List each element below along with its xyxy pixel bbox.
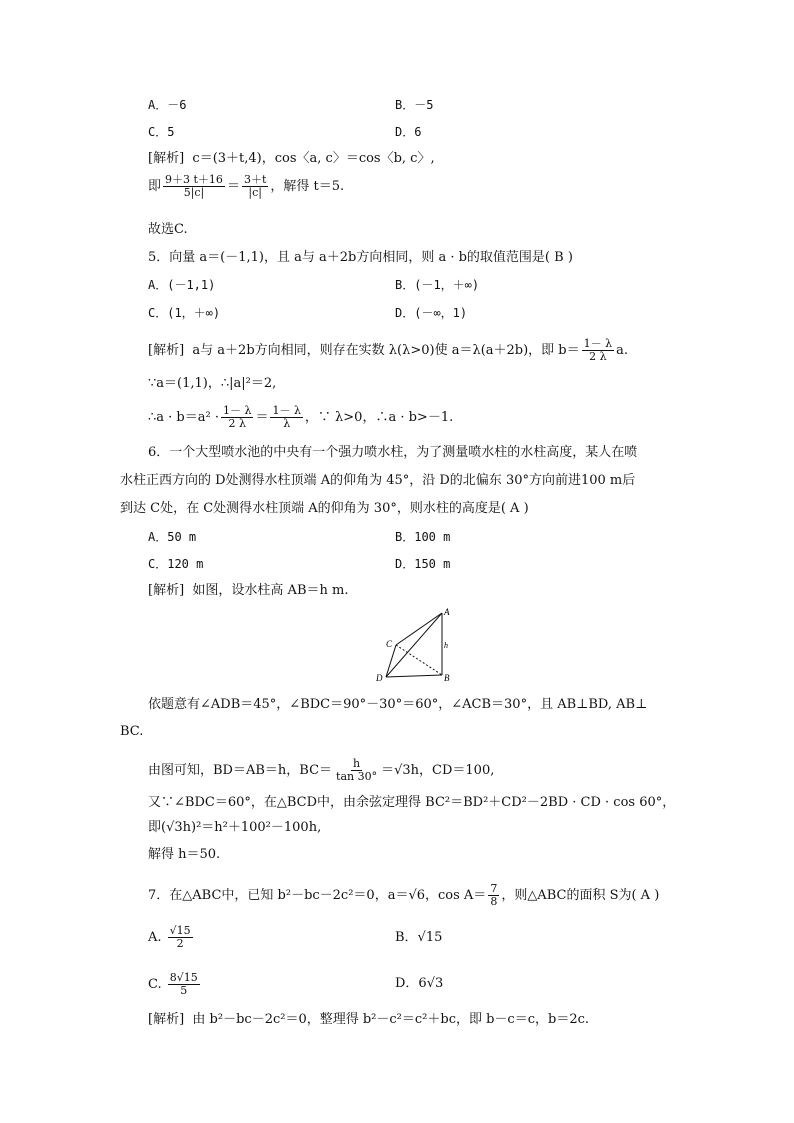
analysis-tag: [解析] — [148, 343, 185, 358]
q4-option-c: C．5 — [148, 125, 175, 139]
option-label: C. — [148, 977, 162, 992]
edge-da — [386, 613, 442, 677]
fraction-denominator: 2 λ — [228, 417, 246, 430]
q5-line3-suffix: ，∵ λ>0，∴a · b>－1. — [304, 410, 454, 425]
fraction-denominator: λ — [283, 417, 291, 430]
fraction-numerator: 1－ λ — [583, 337, 613, 350]
fraction-numerator: 3＋t — [243, 173, 267, 186]
q5-fraction — [582, 338, 614, 363]
analysis-tag: [解析] — [148, 1012, 185, 1027]
q6-analysis-line1 — [148, 583, 348, 599]
q7-option-a — [148, 925, 195, 950]
fraction-numerator: 9＋3 t＋16 — [165, 173, 223, 186]
analysis-tag: [解析] — [148, 583, 185, 598]
equals-sign: ＝ — [226, 179, 240, 194]
q5-option-b: B．(－1，＋∞) — [395, 278, 480, 292]
fraction-numerator: h — [353, 757, 361, 770]
q5-option-d: D．(－∞，1) — [395, 306, 468, 320]
q5-analysis-line2: ∵a＝(1,1)，∴|a|²＝2, — [148, 376, 277, 391]
q6-option-c: C．120 m — [148, 557, 204, 571]
fraction-denominator: |c| — [248, 186, 262, 199]
fraction-numerator: 1－ λ — [272, 404, 301, 417]
pyramid-figure — [360, 605, 460, 685]
fraction-denominator: 8 — [490, 895, 498, 908]
q5-line3-prefix: ∴a · b＝a² · — [148, 410, 219, 425]
q7-option-b: B．√15 — [395, 930, 443, 945]
q7-fraction — [488, 883, 499, 908]
q4-analysis-text: c＝(3＋t,4)，cos〈a, c〉＝cos〈b, c〉, — [192, 151, 435, 166]
q5-fraction-1 — [221, 405, 253, 430]
q5-analysis-text: a与 a＋2b方向相同，则存在实数 λ(λ>0)使 a＝λ(a＋2b)，即 b＝ — [192, 343, 580, 358]
q6-analysis-line7: 解得 h＝50. — [148, 847, 221, 862]
equals-sign: ＝ — [255, 410, 269, 425]
q7-analysis-line1 — [148, 1012, 589, 1028]
q5-option-a: A．(－1,1) — [148, 278, 216, 292]
q6-line4-prefix: 由图可知，BD＝AB＝h，BC＝ — [148, 763, 333, 778]
fraction-numerator: 8√15 — [169, 971, 198, 984]
q5-fraction-2 — [270, 405, 302, 430]
q5-line-end: a. — [616, 343, 628, 358]
q6-line4-mid: ＝√3h，CD＝100, — [381, 763, 495, 778]
q4-analysis-line2 — [148, 174, 344, 199]
q7-option-c — [148, 972, 202, 997]
q6-analysis-line3: BC. — [120, 724, 144, 739]
q6-stem-line1: 6．一个大型喷水池的中央有一个强力喷水柱，为了测量喷水柱的水柱高度，某人在喷 — [148, 445, 638, 460]
q5-option-c: C．(1，＋∞) — [148, 306, 221, 320]
fraction-numerator: 7 — [490, 882, 498, 895]
analysis-tag: [解析] — [148, 151, 185, 166]
q7-stem — [148, 883, 659, 908]
q6-stem-line2: 水柱正西方向的 D处测得水柱顶端 A的仰角为 45°，沿 D的北偏东 30°方向前进100 m后 — [120, 473, 636, 488]
q4-fraction-1 — [163, 174, 225, 199]
q4-suffix: ，解得 t＝5. — [270, 179, 345, 194]
q6-option-a: A．50 m — [148, 530, 197, 544]
label-d: D — [376, 673, 383, 683]
q7-analysis-text: 由 b²－bc－2c²＝0，整理得 b²－c²＝c²＋bc，即 b－c＝c，b＝2c. — [192, 1012, 589, 1027]
label-h: h — [444, 641, 448, 650]
edge-db — [386, 675, 442, 677]
fraction-denominator: tan 30° — [336, 770, 378, 783]
q4-analysis-line1 — [148, 151, 435, 167]
q7-option-c-fraction — [168, 972, 200, 997]
q4-fraction-2 — [242, 174, 268, 199]
q4-prefix: 即 — [148, 179, 162, 194]
q6-fraction — [334, 758, 379, 783]
q4-option-b: B．－5 — [395, 98, 434, 112]
q5-stem: 5．向量 a＝(－1,1)，且 a与 a＋2b方向相同，则 a · b的取值范围是( B ) — [148, 250, 573, 265]
fraction-denominator: 2 λ — [589, 350, 607, 363]
label-a: A — [444, 607, 450, 617]
label-c: C — [386, 639, 393, 649]
q7-option-a-fraction — [168, 925, 193, 950]
edge-ca — [396, 613, 442, 645]
q5-analysis-line1 — [148, 338, 628, 363]
q4-option-d: D．6 — [395, 125, 422, 139]
q6-analysis-text: 如图，设水柱高 AB＝h m. — [192, 583, 349, 598]
fraction-denominator: 2 — [176, 937, 184, 950]
q6-analysis-line5: 又∵∠BDC＝60°，在△BCD中，由余弦定理得 BC²＝BD²＋CD²－2BD · CD · cos 60°， — [148, 795, 676, 810]
fraction-denominator: 5|c| — [183, 186, 205, 199]
fraction-numerator: 1－ λ — [222, 404, 252, 417]
q6-analysis-line2: 依题意有∠ADB＝45°，∠BDC＝90°－30°＝60°，∠ACB＝30°，且 AB⊥BD, AB⊥ — [148, 697, 648, 712]
label-b: B — [444, 673, 450, 683]
q6-stem-line3: 到达 C处，在 C处测得水柱顶端 A的仰角为 30°，则水柱的高度是( A ) — [120, 501, 529, 516]
fraction-denominator: 5 — [180, 984, 188, 997]
q6-analysis-line6: 即(√3h)²＝h²＋100²－100h, — [148, 820, 322, 835]
q7-stem-prefix: 7．在△ABC中，已知 b²－bc－2c²＝0，a＝√6，cos A＝ — [148, 888, 487, 903]
q5-analysis-line3 — [148, 405, 453, 430]
q6-option-b: B．100 m — [395, 530, 451, 544]
edge-cb-dashed — [396, 645, 442, 675]
fraction-numerator: √15 — [169, 924, 191, 937]
edge-dc — [386, 645, 396, 677]
q4-conclusion: 故选C. — [148, 222, 188, 237]
q7-stem-suffix: ，则△ABC的面积 S为( A ) — [501, 888, 660, 903]
option-label: A. — [148, 930, 162, 945]
q4-option-a: A．－6 — [148, 98, 187, 112]
q6-analysis-line4 — [148, 758, 494, 783]
q7-option-d: D．6√3 — [395, 976, 444, 991]
q6-option-d: D．150 m — [395, 557, 451, 571]
